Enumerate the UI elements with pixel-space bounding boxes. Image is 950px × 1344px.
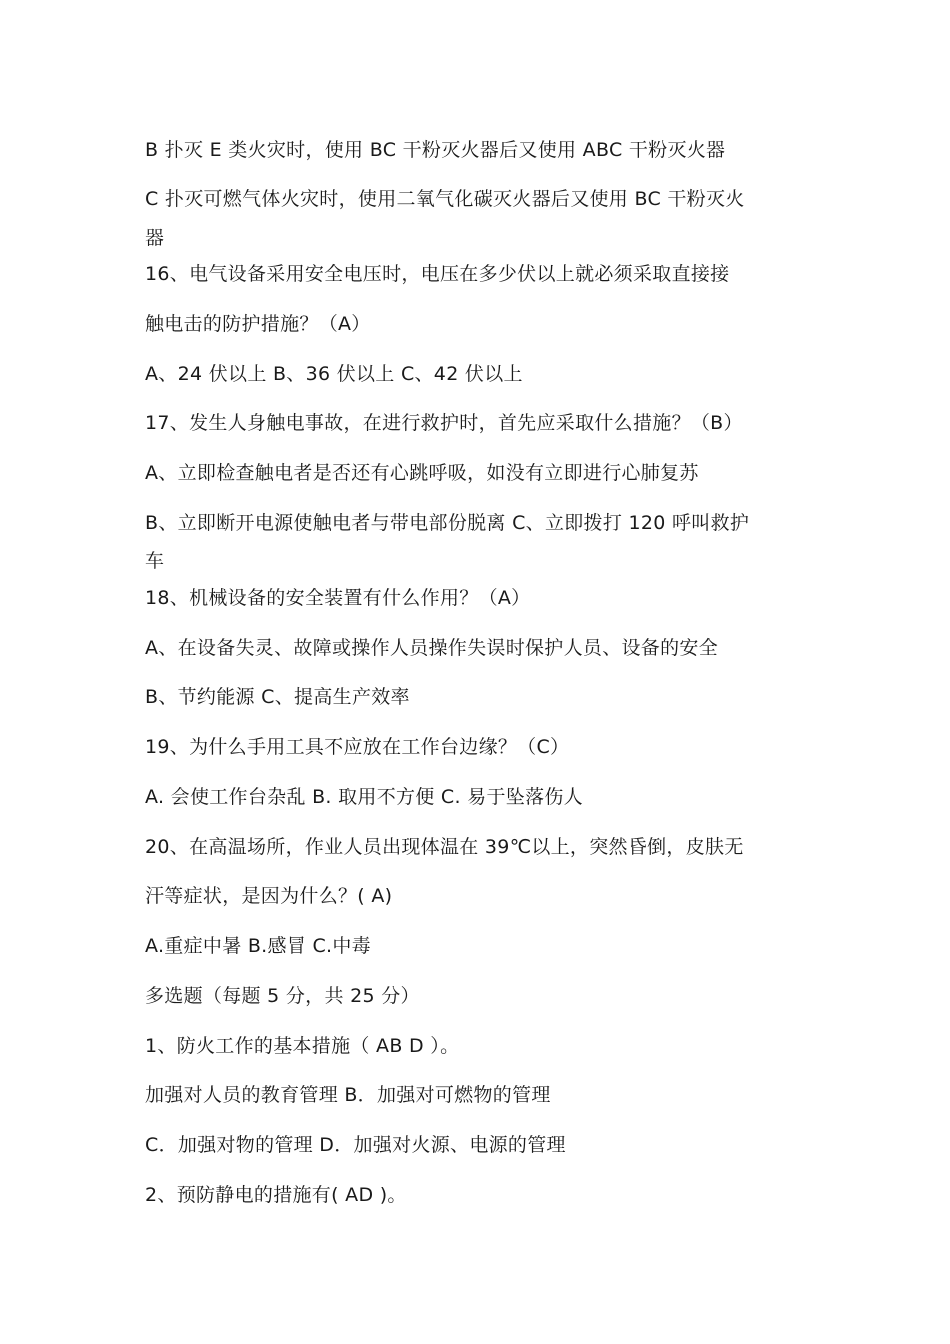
question-20: 20、在高温场所，作业人员出现体温在 39℃以上，突然昏倒，皮肤无 [145,836,744,858]
option-b-fire-e: B 扑灭 E 类火灾时，使用 BC 干粉灭火器后又使用 ABC 干粉灭火器 [145,139,726,161]
question-19-options: A. 会使工作台杂乱 B. 取用不方便 C. 易于坠落伤人 [145,786,583,808]
question-16-continuation: 触电击的防护措施？（A） [145,313,371,335]
question-20-options: A.重症中暑 B.感冒 C.中毒 [145,935,371,957]
multi-question-2: 2、预防静电的措施有( AD )。 [145,1184,407,1206]
multi-question-1-options-ab: 加强对人员的教育管理 B．加强对可燃物的管理 [145,1084,551,1106]
question-17-option-a: A、立即检查触电者是否还有心跳呼吸，如没有立即进行心肺复苏 [145,462,699,484]
option-c-continuation: 器 [145,227,165,249]
question-20-continuation: 汗等症状，是因为什么？( A) [145,885,393,907]
question-17-options-continuation: 车 [145,550,165,572]
question-19: 19、为什么手用工具不应放在工作台边缘？（C） [145,736,570,758]
question-18-option-a: A、在设备失灵、故障或操作人员操作失误时保护人员、设备的安全 [145,637,718,659]
question-16-options: A、24 伏以上 B、36 伏以上 C、42 伏以上 [145,363,523,385]
question-18-options-bc: B、节约能源 C、提高生产效率 [145,686,410,708]
question-16: 16、电气设备采用安全电压时，电压在多少伏以上就必须采取直接接 [145,263,730,285]
section-heading-multiple-choice: 多选题（每题 5 分，共 25 分） [145,985,420,1007]
question-18: 18、机械设备的安全装置有什么作用？（A） [145,587,531,609]
multi-question-1-options-cd: C．加强对物的管理 D．加强对火源、电源的管理 [145,1134,566,1156]
option-c-gas-fire: C 扑灭可燃气体火灾时，使用二氧气化碳灭火器后又使用 BC 干粉灭火 [145,188,745,210]
multi-question-1: 1、防火工作的基本措施（ AB D ）。 [145,1035,460,1057]
question-17: 17、发生人身触电事故，在进行救护时，首先应采取什么措施？（B） [145,412,743,434]
question-17-options-bc: B、立即断开电源使触电者与带电部份脱离 C、立即拨打 120 呼叫救护 [145,512,750,534]
